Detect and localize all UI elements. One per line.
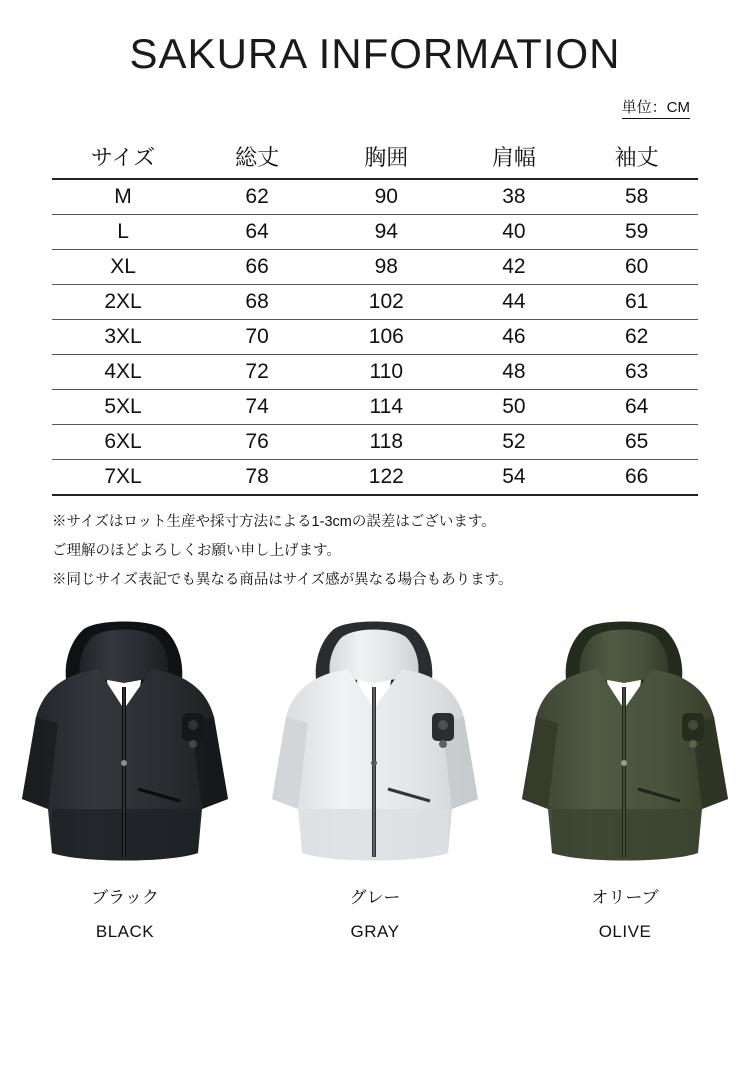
cell-bust: 106 — [320, 320, 452, 355]
color-variant-olive[interactable] — [509, 613, 741, 942]
cell-sleeve: 60 — [575, 250, 698, 285]
jacket-image-olive — [509, 613, 741, 875]
column-header-size: サイズ — [52, 137, 194, 179]
page-title: SAKURA INFORMATION — [129, 30, 621, 77]
note-size-variance: ※同じサイズ表記でも異なる商品はサイズ感が異なる場合もあります。 — [52, 572, 513, 588]
size-table — [52, 137, 698, 496]
unit-note: 単位：CM — [622, 96, 690, 119]
jacket-illustration — [262, 613, 488, 875]
table-row — [52, 215, 698, 250]
color-variant-black[interactable] — [9, 613, 241, 942]
cell-size: 2XL — [52, 285, 194, 320]
table-header-row — [52, 137, 698, 179]
cell-sleeve: 63 — [575, 355, 698, 390]
cell-size: 3XL — [52, 320, 194, 355]
cell-shoulder: 46 — [453, 320, 576, 355]
cell-length: 78 — [194, 460, 320, 496]
cell-shoulder: 38 — [453, 179, 576, 215]
color-label-en: GRAY — [350, 922, 400, 941]
color-variants — [0, 613, 750, 942]
column-header-bust: 胸囲 — [320, 137, 452, 179]
cell-sleeve: 59 — [575, 215, 698, 250]
cell-shoulder: 42 — [453, 250, 576, 285]
cell-size: XL — [52, 250, 194, 285]
table-row — [52, 285, 698, 320]
table-row — [52, 179, 698, 215]
cell-bust: 114 — [320, 390, 452, 425]
cell-shoulder: 40 — [453, 215, 576, 250]
cell-sleeve: 65 — [575, 425, 698, 460]
table-row — [52, 250, 698, 285]
note-tolerance: ※サイズはロット生産や採寸方法による1-3cmの誤差はございます。 — [52, 514, 496, 530]
table-row — [52, 390, 698, 425]
color-variant-gray[interactable] — [259, 613, 491, 942]
note-understanding: ご理解のほどよろしくお願い申し上げます。 — [52, 543, 341, 559]
cell-size: L — [52, 215, 194, 250]
notes-section — [52, 508, 698, 595]
cell-shoulder: 48 — [453, 355, 576, 390]
table-row — [52, 425, 698, 460]
cell-bust: 122 — [320, 460, 452, 496]
cell-bust: 102 — [320, 285, 452, 320]
color-label-ja: グレー — [349, 888, 401, 907]
jacket-illustration — [12, 613, 238, 875]
unit-note-row — [0, 96, 750, 119]
color-label-ja: オリーブ — [591, 888, 659, 907]
cell-shoulder: 52 — [453, 425, 576, 460]
cell-size: 7XL — [52, 460, 194, 496]
product-info-page — [0, 30, 750, 1074]
cell-length: 76 — [194, 425, 320, 460]
color-label-ja: ブラック — [91, 888, 159, 907]
cell-length: 64 — [194, 215, 320, 250]
cell-length: 72 — [194, 355, 320, 390]
cell-bust: 90 — [320, 179, 452, 215]
cell-length: 74 — [194, 390, 320, 425]
cell-bust: 110 — [320, 355, 452, 390]
table-row — [52, 320, 698, 355]
cell-sleeve: 58 — [575, 179, 698, 215]
cell-length: 62 — [194, 179, 320, 215]
table-row — [52, 355, 698, 390]
jacket-image-black — [9, 613, 241, 875]
cell-length: 70 — [194, 320, 320, 355]
cell-sleeve: 64 — [575, 390, 698, 425]
column-header-sleeve: 袖丈 — [575, 137, 698, 179]
cell-sleeve: 66 — [575, 460, 698, 496]
cell-shoulder: 50 — [453, 390, 576, 425]
cell-shoulder: 44 — [453, 285, 576, 320]
cell-bust: 118 — [320, 425, 452, 460]
color-label-en: OLIVE — [598, 922, 652, 941]
cell-size: 5XL — [52, 390, 194, 425]
cell-length: 66 — [194, 250, 320, 285]
cell-length: 68 — [194, 285, 320, 320]
size-chart — [52, 137, 698, 496]
cell-bust: 98 — [320, 250, 452, 285]
table-row — [52, 460, 698, 496]
column-header-shoulder: 肩幅 — [453, 137, 576, 179]
column-header-length: 総丈 — [194, 137, 320, 179]
jacket-image-gray — [259, 613, 491, 875]
cell-size: M — [52, 179, 194, 215]
color-label-en: BLACK — [95, 922, 155, 941]
cell-size: 6XL — [52, 425, 194, 460]
cell-shoulder: 54 — [453, 460, 576, 496]
jacket-illustration — [512, 613, 738, 875]
cell-sleeve: 62 — [575, 320, 698, 355]
cell-size: 4XL — [52, 355, 194, 390]
cell-bust: 94 — [320, 215, 452, 250]
cell-sleeve: 61 — [575, 285, 698, 320]
